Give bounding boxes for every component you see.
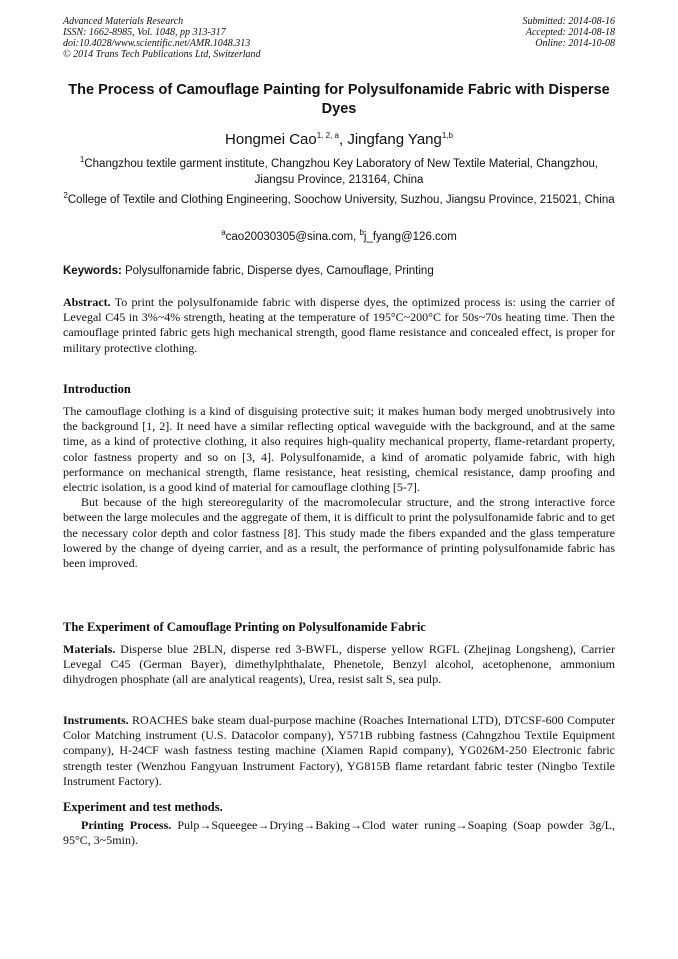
author-2-sup: 1,b <box>441 131 453 140</box>
affiliation-1-sup: 1 <box>79 155 85 165</box>
introduction-body <box>63 404 615 571</box>
journal-name: Advanced Materials Research <box>63 16 184 27</box>
introduction-heading: Introduction <box>63 382 131 396</box>
abstract-text: To print the polysulfonamide fabric with disperse dyes, the optimized process is: using the carrier of Levegal C45 in 3%~4% strength, heating at the temperature of 195°C~200°C for 50s~70s heating time. Then the camouflage printed fabric gets high mechanical strength, good flame resistance and concealed effect, is proper for military protective clothing. <box>63 295 615 355</box>
emails <box>63 229 615 245</box>
printing-label: Printing Process. <box>81 818 172 832</box>
authors <box>63 130 615 149</box>
author-1: Hongmei Cao <box>225 131 317 148</box>
copyright: © 2014 Trans Tech Publications Ltd, Switzerland <box>63 49 261 60</box>
journal-info <box>63 16 261 60</box>
instruments-label: Instruments. <box>63 713 129 727</box>
paper-title: The Process of Camouflage Painting for Polysulfonamide Fabric with Disperse Dyes <box>68 82 610 117</box>
instruments-text: ROACHES bake steam dual-purpose machine (Roaches International LTD), DTCSF-600 Computer Color Matching instrument (U.S. Datacolor company), Y571B rubbing fastness (Cahngzhou Textile Equipment company), H-24CF wash fastness testing machine (Xiamen Rapid company), YG026M-250 Electronic fabric strength tester (Wenzhou Fangyuan Instrument Factory), YG815B flame retardant fabric tester (Ningbo Textile Instrument Factory). <box>63 713 615 788</box>
printing-text: Pulp→Squeegee→Drying→Baking→Clod water runing→Soaping (Soap powder 3g/L, 95°C, 3~5min). <box>63 818 615 848</box>
affiliation-1 <box>63 156 615 188</box>
instruments-paragraph <box>63 713 615 789</box>
abstract-label: Abstract. <box>63 295 111 309</box>
materials-paragraph <box>63 642 615 688</box>
affiliation-1-text: Changzhou textile garment institute, Changzhou Key Laboratory of New Textile Material, Changzhou, Jiangsu Province, 213164, China <box>84 158 599 186</box>
online-date: Online: 2014-10-08 <box>535 38 615 49</box>
submitted-date: Submitted: 2014-08-16 <box>522 16 615 27</box>
author-1-sup: 1, 2, a <box>316 131 339 140</box>
affiliation-2-text: College of Textile and Clothing Engineering, Soochow University, Suzhou, Jiangsu Province, 215021, China <box>67 194 615 206</box>
keywords-label: Keywords: <box>63 265 122 277</box>
issn: ISSN: 1662-8985, Vol. 1048, pp 313-317 <box>63 27 226 38</box>
dates-info <box>523 16 616 49</box>
printing-paragraph <box>63 818 615 848</box>
email-a: cao20030305@sina.com, <box>225 231 360 243</box>
author-separator: , <box>338 131 348 148</box>
methods-heading: Experiment and test methods. <box>63 800 223 814</box>
introduction-p2: But because of the high stereoregularity of the macromolecular structure, and the strong interactive force between the large molecules and the aggregate of them, it is difficult to print the polysulfonamide fabric and to get the necessary color depth and color fastness [8]. This study made the fibers expanded and the glass temperature lowered by the change of dyeing carrier, and as a result, the performance of printing polysulfonamide fabric has been improved. <box>63 495 615 571</box>
email-b-sup: b <box>359 228 364 238</box>
author-2: Jingfang Yang <box>347 131 442 148</box>
materials-label: Materials. <box>63 642 116 656</box>
keywords-text: Polysulfonamide fabric, Disperse dyes, Camouflage, Printing <box>121 265 434 277</box>
abstract <box>63 295 615 356</box>
keywords <box>63 263 615 279</box>
doi: doi:10.4028/www.scientific.net/AMR.1048.313 <box>63 38 251 49</box>
accepted-date: Accepted: 2014-08-18 <box>525 27 615 38</box>
email-a-sup: a <box>221 228 226 238</box>
email-b: j_fyang@126.com <box>363 231 457 243</box>
experiment-heading: The Experiment of Camouflage Printing on Polysulfonamide Fabric <box>63 620 426 634</box>
introduction-p1: The camouflage clothing is a kind of disguising protective suit; it makes human body merged unobtrusively into the background [1, 2]. It need have a similar reflecting optical waveguide with the background, and at the same time, as a kind of protective clothing, it also requires high-quality mechanical property, flame-retardant property, color fastness property and so on [3, 4]. Polysulfonamide, a kind of aromatic polyamide fabric, with high performance on mechanical strength, flame resistance, heat resisting, chemical resistance, damp proofing and electric isolation, is a good kind of material for camouflage clothing [5-7]. <box>63 404 615 495</box>
materials-text: Disperse blue 2BLN, disperse red 3-BWFL, disperse yellow RGFL (Zhejinag Longsheng), Carrier Levegal C45 (German Bayer), dimethylphthalate, Phenetole, Benzyl alcohol, acetophenone, ammonium dihydrogen phosphate (all are analytical reagents), Urea, resist salt S, sea pulp. <box>63 642 615 687</box>
affiliation-2-sup: 2 <box>63 191 68 201</box>
affiliation-2 <box>63 192 615 208</box>
